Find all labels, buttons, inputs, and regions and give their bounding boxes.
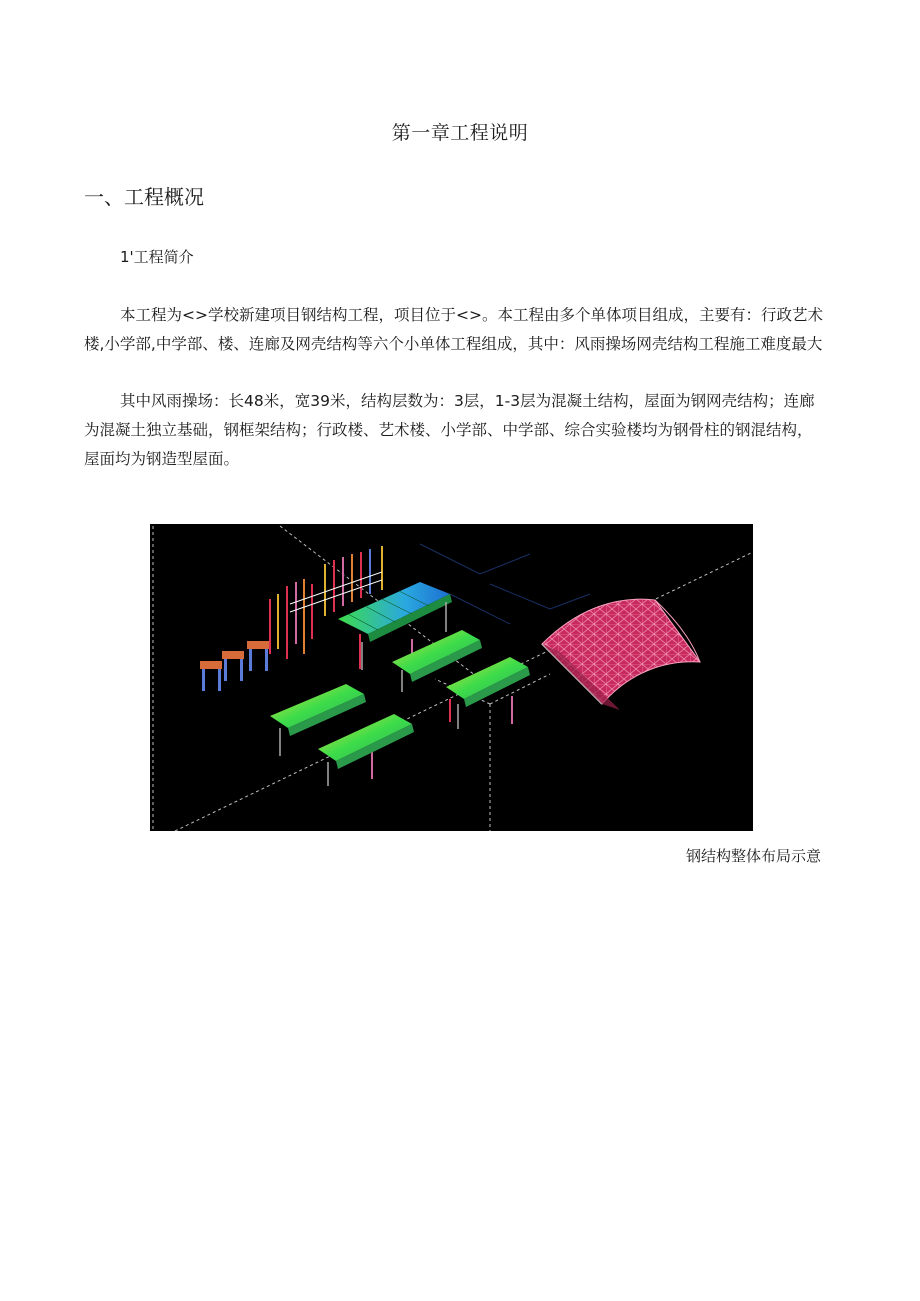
paragraph-details	[84, 387, 824, 474]
paragraph-line: 为混凝土独立基础，钢框架结构；行政楼、艺术楼、小学部、中学部、综合实验楼均为钢骨柱的钢混结构，	[84, 421, 813, 439]
subsection-heading: 1'工程简介	[120, 248, 194, 266]
paragraph-line: 其中风雨操场：长48米，宽39米，结构层数为：3层，1-3层为混凝土结构，屋面为钢网壳结构；连廊	[120, 392, 815, 410]
paragraph-line: 本工程为<>学校新建项目钢结构工程，项目位于<>。本工程由多个单体项目组成，主要有：行政艺术	[120, 306, 823, 324]
structure-rendering	[150, 524, 753, 831]
paragraph-intro	[84, 301, 824, 359]
paragraph-line: 楼,小学部,中学部、楼、连廊及网壳结构等六个小单体工程组成，其中：风雨操场网壳结构工程施工难度最大	[84, 335, 823, 353]
chapter-title: 第一章工程说明	[391, 122, 529, 144]
section-heading: 一、工程概况	[84, 185, 204, 209]
figure-caption: 钢结构整体布局示意	[685, 847, 821, 865]
paragraph-line: 屋面均为钢造型屋面。	[84, 450, 240, 468]
steel-structure-layout-figure	[150, 524, 753, 831]
